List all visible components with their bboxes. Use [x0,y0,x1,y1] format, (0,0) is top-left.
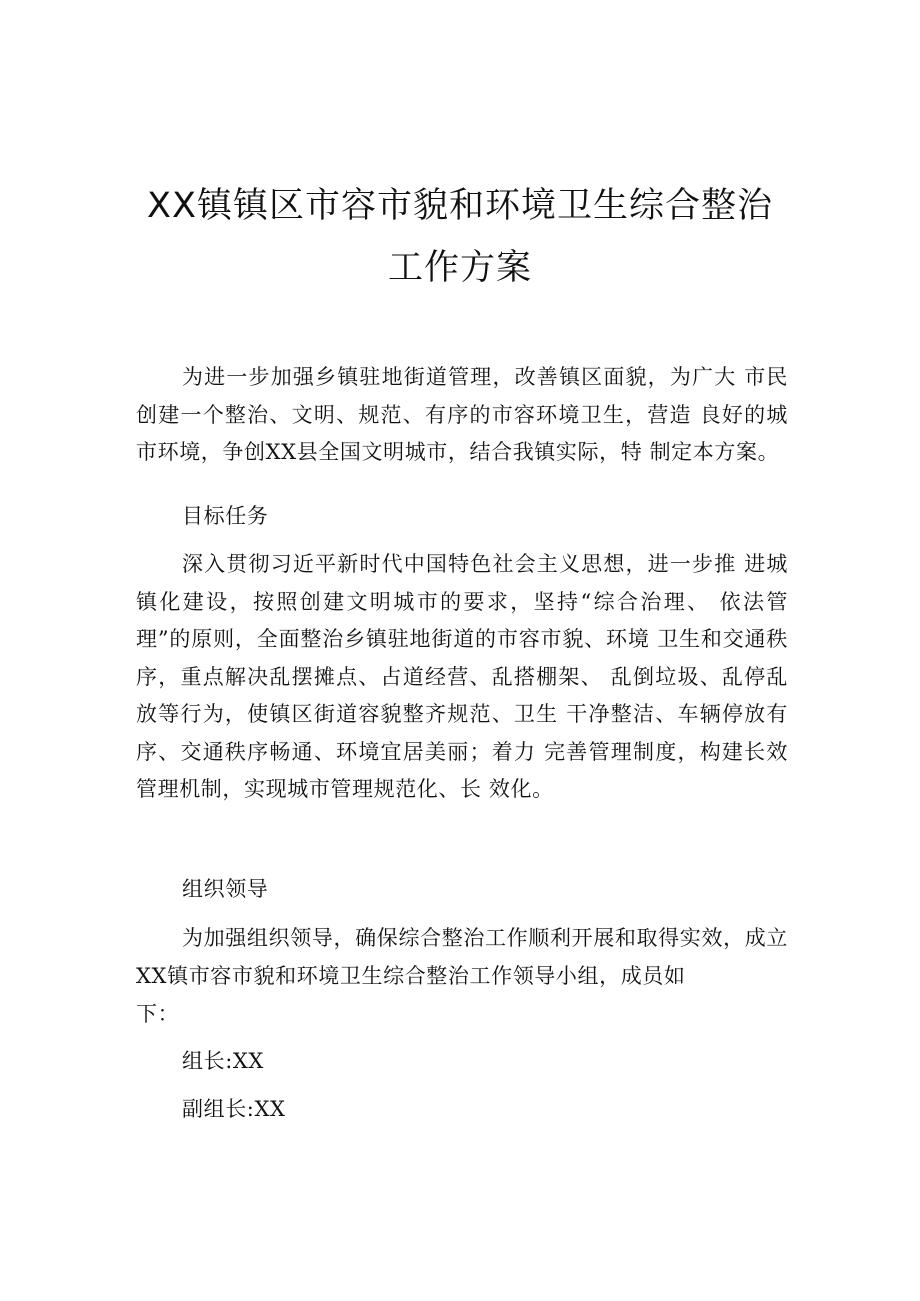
intro-paragraph: 为进一步加强乡镇驻地街道管理，改善镇区面貌，为广大 市民创建一个整治、文明、规范、有序的市容环境卫生，营造 良好的城市环境，争创XX县全国文明城市，结合我镇实际，特 制定本方案。 [136,365,788,464]
goal-paragraph: 深入贯彻习近平新时代中国特色社会主义思想，进一步推 进城镇化建设，按照创建文明城市的要求，坚持“综合治理、 依法管理”的原则，全面整治乡镇驻地街道的市容市貌、环境 卫生和交通秩序，重点解决乱摆摊点、占道经营、乱搭棚架、 乱倒垃圾、乱停乱放等行为，使镇区街道容貌整齐规范、卫生 干净整洁、车辆停放有序、交通秩序畅通、环境宜居美丽；着力 完善管理制度，构建长效管理机制，实现城市管理规范化、长 效化。 [136,552,788,801]
organization-paragraph: 为加强组织领导，确保综合整治工作顺利开展和取得实效，成立XX镇市容市貌和环境卫生综合整治工作领导小组，成员如 [136,926,788,988]
section-heading-goal: 目标任务 [182,504,269,528]
document-title-line2: 工作方案 [387,248,532,288]
document-title: XX镇镇区市容市貌和环境卫生综合整治 [147,186,773,226]
organization-paragraph-tail: 下： [136,1002,180,1026]
section-heading-organization: 组织领导 [182,877,269,901]
member-leader: 组长:XX [182,1049,264,1073]
member-deputy-leader: 副组长:XX [182,1097,286,1121]
